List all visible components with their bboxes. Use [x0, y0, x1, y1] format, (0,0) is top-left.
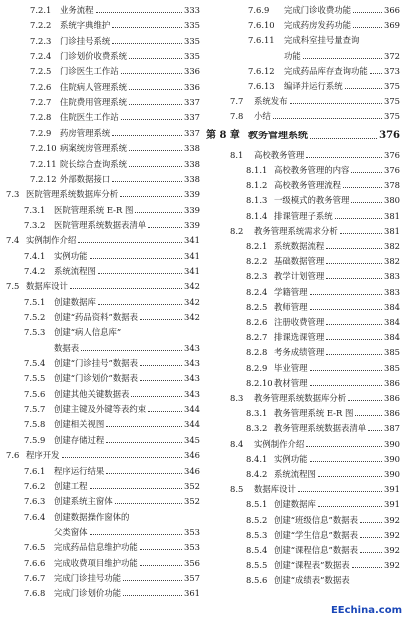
toc-entry-page: 353 [184, 542, 200, 553]
toc-entry-number: 8.4 [230, 438, 244, 449]
toc-entry-number: 8.5.4 [246, 545, 268, 555]
toc-entry-title: 教师管理 [274, 301, 308, 312]
toc-entry-page: 369 [384, 20, 400, 31]
toc-entry-page: 382 [384, 241, 400, 251]
toc-entry-page: 381 [384, 225, 400, 236]
toc-entry-title: 系统流程图 [274, 469, 316, 479]
toc-entry [206, 121, 400, 141]
toc-entry-page: 391 [384, 499, 400, 510]
toc-entry-number: 8.4.2 [246, 469, 268, 479]
toc-entry-page: 336 [184, 66, 200, 77]
toc-entry-number: 8.2.9 [246, 362, 268, 373]
toc-entry-page: 375 [384, 111, 400, 122]
toc-entry-title: 完成科室挂号量查询 [284, 35, 360, 46]
toc-entry-number: 7.2.7 [30, 97, 52, 108]
toc-entry-page: 372 [384, 50, 400, 61]
toc-entry-number: 7.6.9 [248, 5, 270, 15]
watermark: EEchina.com [330, 605, 402, 616]
toc-entry-number: 8.2 [230, 225, 244, 236]
toc-entry-title: 排课选课管理 [274, 332, 325, 343]
toc-entry-title: 系统字典维护 [60, 20, 111, 31]
toc-entry-page: 338 [184, 173, 200, 184]
toc-entry-title: 程序开发 [26, 450, 60, 461]
toc-entry-page: 352 [184, 480, 200, 491]
toc-entry-title: 一级模式的教务管理 [274, 195, 350, 206]
toc-entry-number: 7.2.1 [30, 5, 52, 15]
toc-entry-number: 7.6.1 [24, 465, 46, 476]
dot-leader [273, 117, 382, 119]
toc-entry-title: 高校教务管理的内容 [274, 165, 350, 175]
toc-entry-page: 344 [184, 404, 200, 415]
toc-entry-title: 教务管理系统 E-R 图 [274, 408, 354, 419]
toc-entry-number: 7.6.11 [248, 35, 275, 46]
toc-entry-number: 第 8 章 [206, 129, 240, 141]
toc-entry-title: 教材管理 [274, 377, 308, 388]
toc-entry-number: 7.6.8 [24, 588, 46, 599]
toc-entry-number: 7.2.8 [30, 112, 52, 123]
toc-entry-number: 8.2.7 [246, 332, 268, 343]
toc-entry-title: 病案统房管理系统 [60, 143, 127, 154]
toc-entry-title: 教务管理系统数据库分析 [254, 393, 347, 403]
toc-entry-title: 学籍管理 [274, 286, 308, 297]
toc-entry-page: 341 [184, 265, 200, 276]
toc-entry-title: 创建相关视图 [54, 419, 105, 430]
toc-entry-number: 7.2.5 [30, 66, 52, 77]
toc-entry-title: 创建工程 [54, 480, 88, 491]
toc-entry-number: 7.5 [6, 281, 20, 292]
toc-entry-page: 337 [184, 112, 200, 123]
toc-entry-title: 小结 [254, 111, 271, 122]
toc-entry-title: 创建数据操作窗体的 [54, 511, 130, 522]
toc-entry-number: 8.5.1 [246, 499, 268, 510]
toc-entry-page: 392 [384, 514, 400, 525]
toc-entry-number: 8.2.4 [246, 286, 268, 297]
toc-entry-title: 毕业管理 [274, 362, 308, 373]
toc-entry-title: 住院医生工作站 [60, 112, 119, 123]
toc-entry-page: 338 [184, 143, 200, 154]
toc-entry-title: 完成药品库存查询功能 [284, 65, 368, 76]
toc-entry-title: 系统发布 [254, 96, 288, 107]
toc-entry-number: 8.5.2 [246, 514, 268, 525]
toc-entry-page: 376 [379, 129, 400, 141]
toc-entry-title: 创建“药品资料”数据表 [54, 312, 138, 322]
toc-entry-title: 住院费用管理系统 [60, 97, 127, 108]
toc-entry-page: 343 [184, 342, 200, 353]
toc-entry-title: 门诊挂号系统 [60, 35, 111, 46]
toc-entry-number: 7.3.1 [24, 204, 46, 215]
toc-entry-title: 创建“成绩表”数据表 [274, 575, 350, 586]
toc-entry-title: 基础数据管理 [274, 256, 325, 267]
toc-entry-number: 7.2.9 [30, 127, 52, 138]
toc-entry-page: 346 [184, 450, 200, 461]
toc-entry-number: 7.2.10 [30, 143, 57, 154]
toc-entry-page: 335 [184, 20, 200, 31]
toc-entry-page: 356 [184, 557, 200, 568]
toc-entry-number: 7.8 [230, 111, 244, 122]
toc-entry-title: 高校教务管理 [254, 149, 305, 160]
toc-entry-number: 7.6.13 [248, 81, 275, 91]
toc-entry-page: 375 [384, 96, 400, 107]
toc-entry [206, 565, 400, 585]
toc-entry-number: 7.5.3 [24, 327, 46, 338]
toc-entry-title: 高校教务管理流程 [274, 180, 341, 191]
toc-entry-title: 教务管理系统需求分析 [254, 225, 338, 236]
toc-entry-title: 创建其他关键数据表 [54, 388, 130, 399]
toc-entry-number: 8.2.3 [246, 271, 268, 282]
toc-entry-title: 住院病人管理系统 [60, 81, 127, 92]
toc-entry-title: 完成药房发药功能 [284, 20, 351, 31]
toc-entry-page: 392 [384, 545, 400, 555]
toc-entry-page: 341 [184, 250, 200, 261]
toc-entry-number: 7.2.11 [30, 158, 57, 169]
toc-entry-title: 数据库设计 [254, 484, 296, 495]
toc-entry-number: 8.5.3 [246, 529, 268, 540]
toc-entry-number: 7.2.2 [30, 20, 52, 31]
toc-entry-number: 7.5.5 [24, 373, 46, 384]
toc-entry-number: 8.2.10 [246, 377, 273, 388]
toc-entry-number: 7.5.6 [24, 388, 46, 399]
toc-entry-page: 339 [184, 204, 200, 215]
toc-entry-page: 387 [384, 423, 400, 434]
toc-entry-page: 390 [384, 453, 400, 464]
toc-entry-number: 7.5.7 [24, 404, 46, 415]
toc-entry-page: 390 [384, 469, 400, 479]
toc-entry-title: 创建数据库 [54, 296, 96, 307]
toc-entry-page: 384 [384, 317, 400, 327]
toc-entry-page: 378 [384, 180, 400, 191]
toc-entry [0, 578, 200, 598]
toc-entry-number: 8.1.4 [246, 210, 268, 221]
toc-entry-number: 7.6.3 [24, 496, 46, 507]
toc-entry-page: 390 [384, 438, 400, 449]
toc-entry-title: 创建“门诊划价”数据表 [54, 373, 138, 384]
toc-entry-page: 376 [384, 149, 400, 160]
toc-entry-title: 医院管理系统 E-R 图 [54, 204, 134, 215]
toc-entry-title: 创建“课程信息”数据表 [274, 545, 358, 555]
toc-entry-title: 教务管理系统 [248, 130, 308, 141]
toc-entry-page: 381 [384, 210, 400, 221]
toc-entry-page: 392 [384, 560, 400, 571]
toc-entry-number: 7.6.5 [24, 542, 46, 553]
toc-entry-title: 创建“门诊挂号”数据表 [54, 358, 138, 369]
toc-entry-title: 注册收费管理 [274, 317, 325, 327]
toc-entry-page: 342 [184, 281, 200, 292]
toc-entry-page: 352 [184, 496, 200, 507]
toc-entry-title: 药房管理系统 [60, 127, 111, 138]
toc-entry-number: 8.2.8 [246, 347, 268, 358]
toc-entry-page: 383 [384, 286, 400, 297]
toc-entry-title: 数据库设计 [26, 281, 68, 292]
toc-entry-page: 382 [384, 256, 400, 267]
toc-entry-title: 数据表 [54, 342, 80, 353]
toc-entry-number: 7.6 [6, 450, 20, 461]
toc-entry-title: 父类窗体 [54, 526, 88, 537]
toc-entry-page: 386 [384, 393, 400, 403]
toc-entry-number: 7.6.7 [24, 572, 46, 583]
toc-entry-title: 医院管理系统数据表清单 [54, 219, 147, 230]
toc-entry-title: 系统数据流程 [274, 241, 325, 251]
toc-entry-number: 7.2.6 [30, 81, 52, 92]
toc-entry-title: 实例制作介绍 [254, 438, 305, 449]
toc-entry-title: 完成药品信息维护功能 [54, 542, 138, 553]
toc-entry-page: 385 [384, 362, 400, 373]
toc-entry-title: 实例制作介绍 [26, 235, 77, 246]
toc-entry-title: 医院管理系统数据库分析 [26, 189, 119, 200]
toc-entry-title: 外部数据接口 [60, 173, 111, 184]
toc-entry-page: 380 [384, 195, 400, 206]
toc-entry-page: 341 [184, 235, 200, 246]
toc-entry-title: 实例功能 [54, 250, 88, 261]
toc-entry-page: 383 [384, 271, 400, 282]
toc-entry [206, 101, 400, 121]
toc-entry-number: 8.2.5 [246, 301, 268, 312]
toc-entry-title: 门诊划价收费系统 [60, 51, 127, 62]
toc-entry-number: 8.2.6 [246, 317, 268, 327]
toc-entry-number: 8.2.2 [246, 256, 268, 267]
toc-entry-number: 8.1.2 [246, 180, 268, 191]
toc-entry-page: 346 [184, 465, 200, 476]
toc-entry-page: 375 [384, 81, 400, 91]
toc-entry-number: 7.2.4 [30, 51, 52, 62]
toc-entry-number: 7.7 [230, 96, 244, 107]
toc-entry-number: 8.1.3 [246, 195, 268, 206]
toc-entry-title: 创建存储过程 [54, 434, 105, 445]
toc-entry-page: 392 [384, 529, 400, 540]
toc-entry-number: 8.5.6 [246, 575, 268, 586]
toc-entry-title: 完成门诊划价功能 [54, 588, 121, 599]
toc-entry-title: 排课管理子系统 [274, 210, 333, 221]
toc-entry-title: 教学计划管理 [274, 271, 325, 282]
toc-entry-page: 337 [184, 127, 200, 138]
toc-entry-number: 8.3.1 [246, 408, 268, 419]
dot-leader [123, 594, 182, 596]
toc-entry-page: 373 [384, 65, 400, 76]
toc-entry-title: 考务成绩管理 [274, 347, 325, 358]
toc-entry-number: 8.1.1 [246, 165, 268, 175]
toc-entry-title: 系统流程图 [54, 265, 96, 276]
toc-entry-number: 7.2.12 [30, 173, 57, 184]
toc-entry-page: 335 [184, 35, 200, 46]
toc-entry-title: 创建“课程表”数据表 [274, 560, 350, 571]
toc-entry-title: 教务管理系统数据表清单 [274, 423, 367, 434]
toc-entry-page: 384 [384, 332, 400, 343]
toc-entry-page: 386 [384, 408, 400, 419]
toc-entry-page: 366 [384, 5, 400, 15]
toc-entry-number: 7.6.12 [248, 65, 275, 76]
toc-entry-number: 7.5.1 [24, 296, 46, 307]
toc-entry-title: 完成门诊挂号功能 [54, 572, 121, 583]
toc-entry-number: 8.4.1 [246, 453, 268, 464]
toc-entry-page: 337 [184, 97, 200, 108]
toc-entry-number: 7.4.2 [24, 265, 46, 276]
toc-entry-number: 7.5.9 [24, 434, 46, 445]
toc-entry-number: 7.4.1 [24, 250, 46, 261]
toc-entry-title: 创建“班级信息”数据表 [274, 514, 358, 525]
toc-entry-number: 7.5.2 [24, 312, 46, 322]
toc-entry-page: 376 [384, 165, 400, 175]
toc-entry-page: 338 [184, 158, 200, 169]
toc-entry-number: 7.6.6 [24, 557, 46, 568]
toc-entry-title: 创建系统主窗体 [54, 496, 113, 507]
toc-entry-number: 7.4 [6, 235, 20, 246]
toc-entry-title: 实例功能 [274, 453, 308, 464]
toc-entry-title: 完成门诊收费功能 [284, 5, 351, 15]
toc-entry-title: 程序运行结果 [54, 465, 105, 476]
toc-entry-title: 创建“学生信息”数据表 [274, 529, 358, 540]
dot-leader [310, 137, 377, 139]
toc-entry-page: 335 [184, 51, 200, 62]
toc-entry-title: 创建主键及外键等表约束 [54, 404, 147, 415]
toc-entry-number: 7.2.3 [30, 35, 52, 46]
toc-entry-page: 342 [184, 312, 200, 322]
toc-entry-number: 7.5.8 [24, 419, 46, 430]
toc-entry-page: 342 [184, 296, 200, 307]
toc-entry-page: 339 [184, 189, 200, 200]
toc-entry-page: 343 [184, 373, 200, 384]
toc-entry-number: 8.5.5 [246, 560, 268, 571]
toc-entry-title: 业务流程 [60, 5, 94, 15]
toc-entry-page: 357 [184, 572, 200, 583]
toc-entry-page: 344 [184, 419, 200, 430]
toc-entry-page: 333 [184, 5, 200, 15]
toc-entry-title: 院长综合查询系统 [60, 158, 127, 169]
toc-entry-title: 完成收费项目维护功能 [54, 557, 138, 568]
toc-entry-page: 391 [384, 484, 400, 495]
toc-entry-page: 353 [184, 526, 200, 537]
toc-entry-number: 7.5.4 [24, 358, 46, 369]
toc-entry-number: 8.3.2 [246, 423, 268, 434]
toc-entry-page: 343 [184, 358, 200, 369]
toc-entry-number: 7.6.2 [24, 480, 46, 491]
toc-entry-number: 7.6.10 [248, 20, 275, 31]
toc-entry-number: 8.5 [230, 484, 244, 495]
toc-entry-title: 门诊医生工作站 [60, 66, 119, 77]
toc-entry-title: 创建“病人信息库” [54, 327, 122, 338]
toc-entry-number: 7.3 [6, 189, 20, 200]
toc-entry-page: 339 [184, 219, 200, 230]
toc-entry-page: 336 [184, 81, 200, 92]
toc-entry-page: 385 [384, 347, 400, 358]
toc-entry-page: 343 [184, 388, 200, 399]
toc-entry-title: 创建数据库 [274, 499, 316, 510]
toc-entry-title: 功能 [284, 50, 301, 61]
toc-entry-number: 8.1 [230, 149, 244, 160]
toc-entry-number: 8.2.1 [246, 241, 268, 251]
toc-entry-page: 386 [384, 377, 400, 388]
toc-entry-title: 编译并运行系统 [284, 81, 343, 91]
toc-entry-number: 8.3 [230, 393, 244, 403]
toc-entry-page: 361 [184, 588, 200, 599]
toc-entry-number: 7.3.2 [24, 219, 46, 230]
toc-entry-page: 345 [184, 434, 200, 445]
toc-entry-number: 7.6.4 [24, 511, 46, 522]
toc-entry-page: 384 [384, 301, 400, 312]
